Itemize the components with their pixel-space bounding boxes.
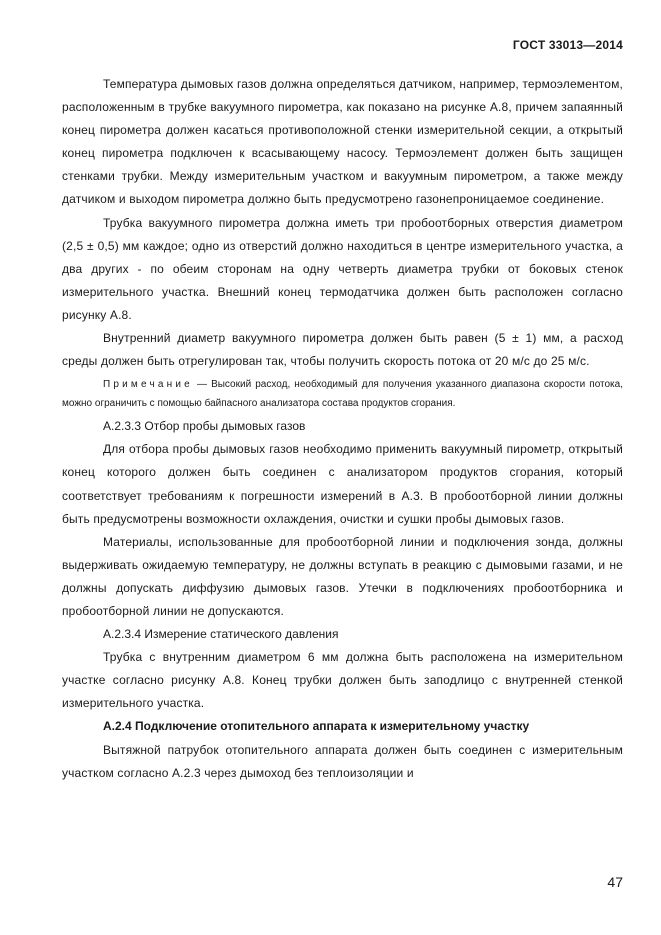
page-number: 47 [607,874,623,890]
section-heading-static-pressure: А.2.3.4 Измерение статического давления [103,627,339,642]
paragraph-pyrometer-diameter: Внутренний диаметр вакуумного пирометра должен быть равен (5 ± 1) мм, а расход среды должен быть отрегулирован так, чтобы получить скорость потока от 20 м/с до 25 м/с. [62,331,623,369]
paragraph-static-pressure-tube: Трубка с внутренним диаметром 6 мм должна быть расположена на измерительном участке согласно рисунку А.8. Конец трубки должен быть заподлицо с внутренней стенкой измерительного участка. [62,650,623,711]
document-body [62,73,623,785]
note [62,373,623,415]
section-heading-connection: А.2.4 Подключение отопительного аппарата к измерительному участку [103,719,530,734]
paragraph-pyrometer-tube-holes: Трубка вакуумного пирометра должна иметь три пробоотборных отверстия диаметром (2,5 ± 0,5) мм каждое; одно из отверстий должно находиться в центре измерительного участка, а два других - по обеим сторонам на одну четверть диаметра трубки от боковых стенок измерительного участка. Внешний конец термодатчика должен быть расположен согласно рисунку А.8. [62,215,623,322]
paragraph-sampling-method: Для отбора пробы дымовых газов необходимо применить вакуумный пирометр, открытый конец которого должен быть соединен с анализатором продуктов сгорания, который соответствует требованиям к погрешности измерений в А.3. В пробоотборной линии должны быть предусмотрены возможности охлаждения, очистки и сушки пробы дымовых газов. [62,442,623,526]
document-code: ГОСТ 33013—2014 [512,38,623,52]
paragraph-sampling-materials: Материалы, использованные для пробоотборной линии и подключения зонда, должны выдерживать ожидаемую температуру, не должны вступать в реакцию с дымовыми газами, и не должны допускать диффузию дымовых газов. Утечки в подключениях пробоотборника и пробоотборной линии не допускаются. [62,534,623,618]
note-text: — Высокий расход, необходимый для получения указанного диапазона скорости потока, можно ограничить с помощью байпасного анализатора состава продуктов сгорания. [62,379,623,410]
section-heading-sampling: А.2.3.3 Отбор пробы дымовых газов [103,419,306,434]
paragraph-flue-gas-temperature: Температура дымовых газов должна определяться датчиком, например, термоэлементом, расположенным в трубке вакуумного пирометра, как показано на рисунке А.8, причем запаянный конец пирометра должен касаться противоположной стенки измерительной секции, а открытый конец пирометра подключен к всасывающему насосу. Термоэлемент должен быть защищен стенками трубки. Между измерительным участком и вакуумным пирометром, а также между датчиком и выходом пирометра должно быть предусмотрено газонепроницаемое соединение. [62,77,623,207]
paragraph-exhaust-connection: Вытяжной патрубок отопительного аппарата должен быть соединен с измерительным участком согласно А.2.3 через дымоход без теплоизоляции и [62,742,623,780]
note-label: Примечание [103,379,193,391]
